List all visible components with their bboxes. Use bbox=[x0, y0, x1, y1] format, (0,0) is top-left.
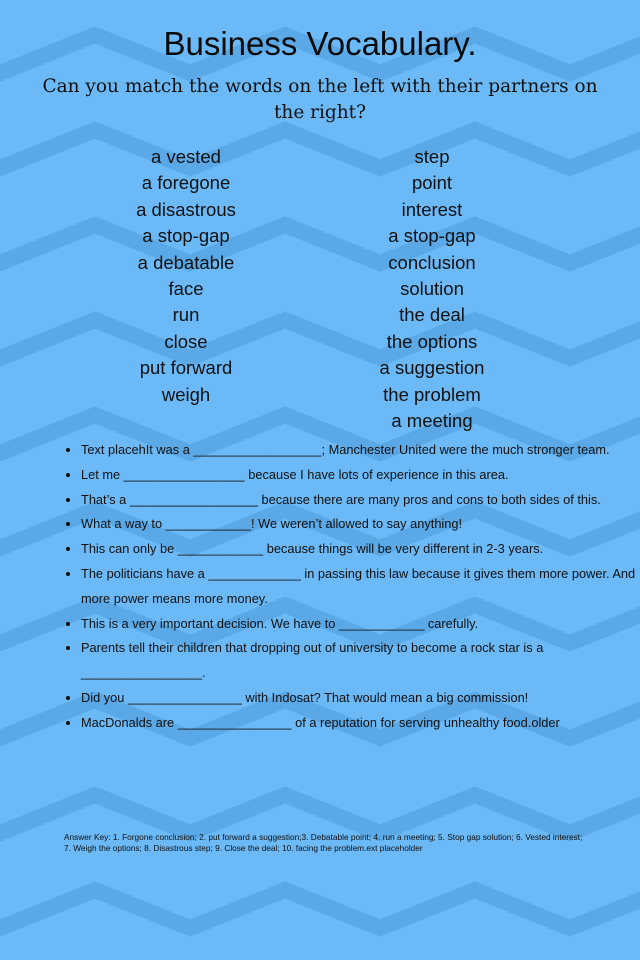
page-title: Business Vocabulary. bbox=[163, 25, 477, 62]
right-word: a suggestion bbox=[379, 357, 485, 379]
left-word: face bbox=[168, 277, 204, 299]
exercise-sentence: • What a way to ____________! We weren’t allowed to say anything! bbox=[81, 512, 640, 537]
exercise-sentence: • MacDonalds are ________________ of a reputation for serving unhealthy food.older bbox=[81, 711, 640, 736]
right-word: a stop-gap bbox=[388, 225, 476, 247]
exercise-sentence: • Parents tell their children that dropping out of university to become a rock star is a _________________. bbox=[81, 636, 640, 686]
instructions: Can you match the words on the left with their partners on the right? bbox=[42, 76, 598, 123]
exercise-sentence: • This is a very important decision. We have to ____________ carefully. bbox=[81, 612, 640, 637]
right-word: the problem bbox=[383, 383, 481, 405]
exercise-sentence-list bbox=[60, 438, 640, 736]
left-word-list bbox=[76, 144, 296, 408]
exercise-sentence: • Let me _________________ because I have lots of experience in this area. bbox=[81, 463, 640, 488]
right-word: interest bbox=[401, 198, 463, 220]
left-word: close bbox=[164, 330, 208, 352]
left-word: a debatable bbox=[137, 251, 235, 273]
exercise-sentence: • The politicians have a _____________ in passing this law because it gives them more power. And more power means more money. bbox=[81, 562, 640, 612]
right-word: step bbox=[414, 146, 450, 167]
right-word: a meeting bbox=[391, 409, 473, 431]
exercise-sentence: • Did you ________________ with Indosat? That would mean a big commission! bbox=[81, 686, 640, 711]
exercise-sentence: • That’s a __________________ because there are many pros and cons to both sides of this. bbox=[81, 488, 640, 513]
right-word: point bbox=[411, 172, 453, 194]
right-word: solution bbox=[400, 277, 464, 299]
left-word: put forward bbox=[139, 357, 233, 379]
left-word: run bbox=[172, 304, 200, 326]
right-word: the deal bbox=[399, 304, 465, 326]
left-word: a vested bbox=[151, 146, 221, 167]
exercise-sentence: • Text placehIt was a __________________; Manchester United were the much stronger team. bbox=[81, 438, 640, 463]
right-word: conclusion bbox=[388, 251, 476, 273]
right-word-list bbox=[322, 144, 542, 434]
left-word: a disastrous bbox=[136, 198, 236, 220]
right-word: the options bbox=[386, 330, 478, 352]
left-word: weigh bbox=[161, 383, 211, 405]
exercise-sentence: • This can only be ____________ because things will be very different in 2-3 years. bbox=[81, 537, 640, 562]
left-word: a stop-gap bbox=[142, 225, 230, 247]
left-word: a foregone bbox=[141, 172, 231, 194]
answer-key: Answer Key: 1. Forgone conclusion; 2. put forward a suggestion;3. Debatable point; 4. run a meeting; 5. Stop gap solution; 6. Vested interest; 7. Weigh the options; 8. Disastrous step; 9. Close the deal; 10. facing the problem.ext placeholder bbox=[64, 832, 583, 854]
